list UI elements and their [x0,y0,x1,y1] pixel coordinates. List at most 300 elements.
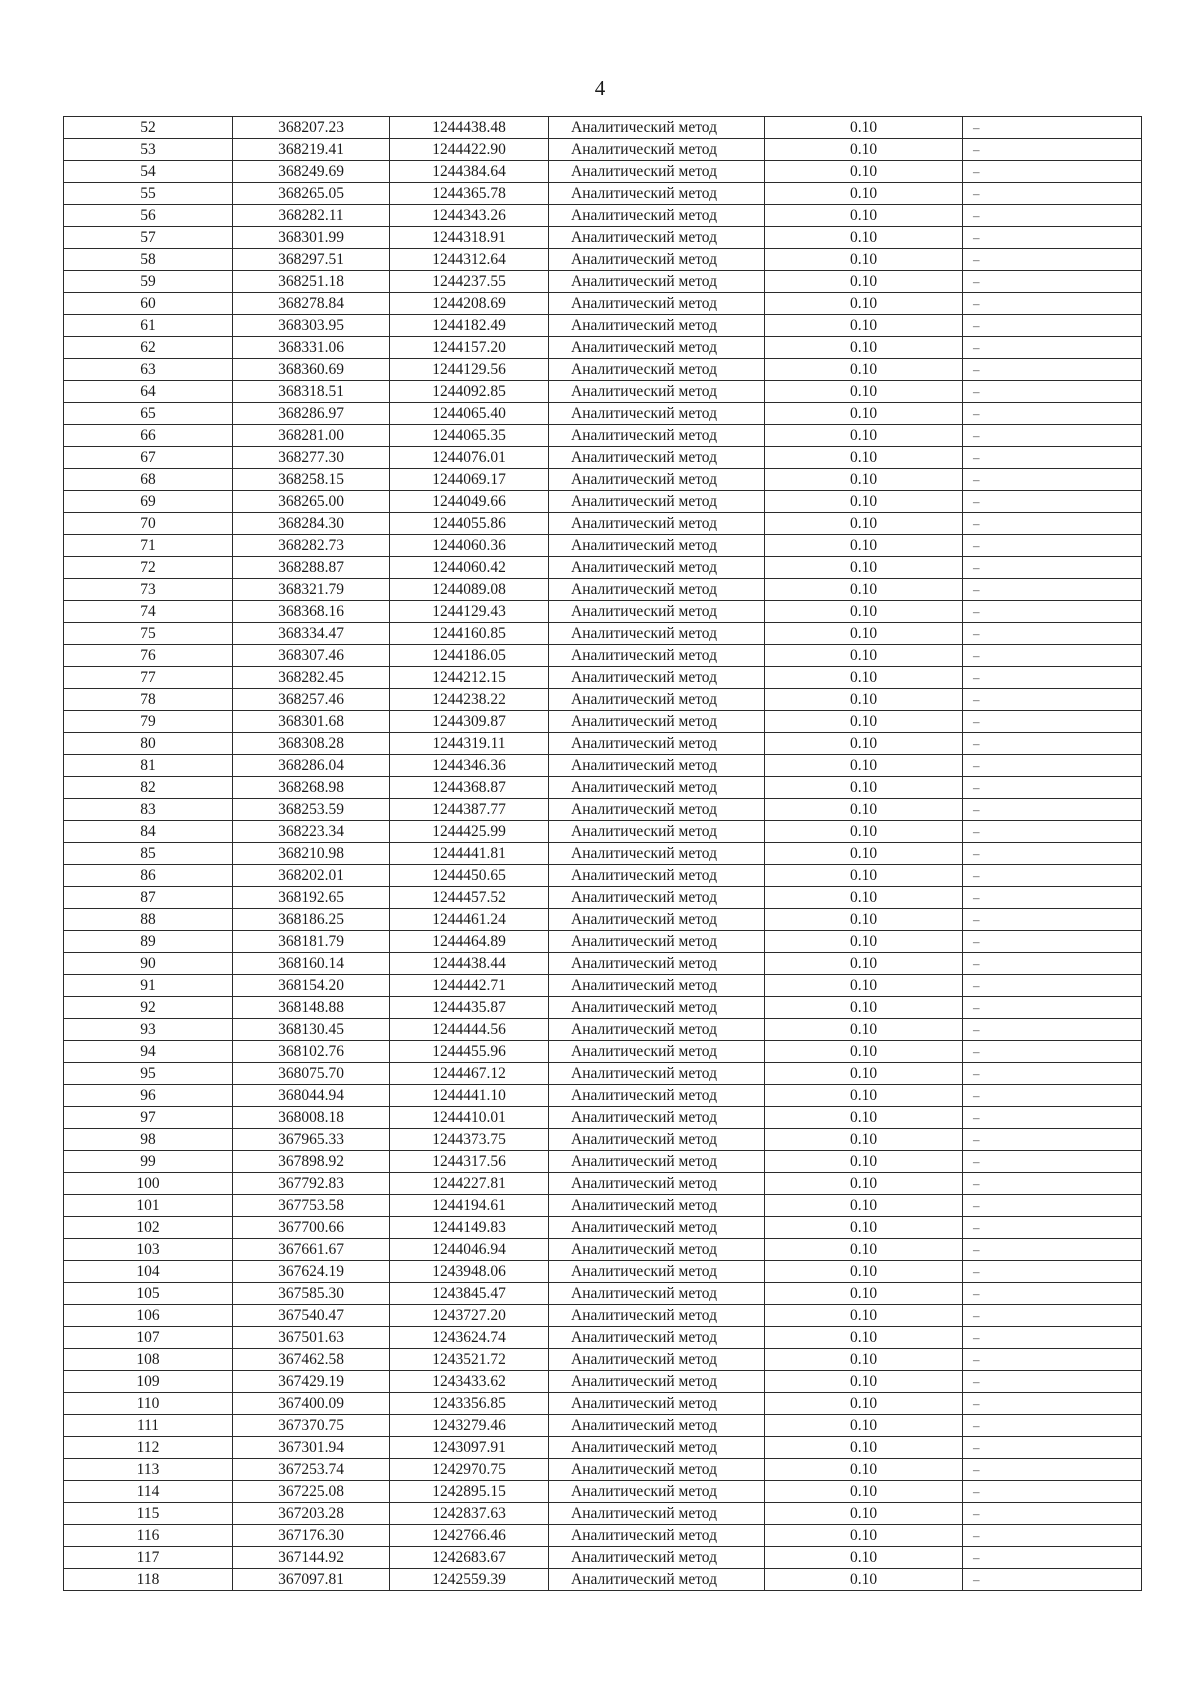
method-cell: Аналитический метод [549,1327,765,1349]
x-coordinate-cell: 367898.92 [233,1151,390,1173]
description-cell: – [963,425,1142,447]
accuracy-cell: 0.10 [765,1371,963,1393]
x-coordinate-cell: 368303.95 [233,315,390,337]
table-row [64,1569,1142,1591]
method-cell: Аналитический метод [549,271,765,293]
y-coordinate-cell: 1244212.15 [390,667,549,689]
point-number-cell: 109 [64,1371,233,1393]
method-cell: Аналитический метод [549,491,765,513]
description-cell: – [963,777,1142,799]
x-coordinate-cell: 367176.30 [233,1525,390,1547]
x-coordinate-cell: 368207.23 [233,117,390,139]
y-coordinate-cell: 1242766.46 [390,1525,549,1547]
accuracy-cell: 0.10 [765,711,963,733]
table-row [64,733,1142,755]
description-cell: – [963,1393,1142,1415]
y-coordinate-cell: 1244346.36 [390,755,549,777]
point-number-cell: 94 [64,1041,233,1063]
method-cell: Аналитический метод [549,997,765,1019]
x-coordinate-cell: 367097.81 [233,1569,390,1591]
accuracy-cell: 0.10 [765,491,963,513]
table-row [64,1173,1142,1195]
point-number-cell: 99 [64,1151,233,1173]
point-number-cell: 91 [64,975,233,997]
table-row [64,799,1142,821]
point-number-cell: 74 [64,601,233,623]
description-cell: – [963,975,1142,997]
accuracy-cell: 0.10 [765,1195,963,1217]
table-row [64,1305,1142,1327]
description-cell: – [963,689,1142,711]
description-cell: – [963,535,1142,557]
x-coordinate-cell: 367429.19 [233,1371,390,1393]
x-coordinate-cell: 368192.65 [233,887,390,909]
y-coordinate-cell: 1242683.67 [390,1547,549,1569]
point-number-cell: 93 [64,1019,233,1041]
description-cell: – [963,1327,1142,1349]
accuracy-cell: 0.10 [765,161,963,183]
method-cell: Аналитический метод [549,601,765,623]
point-number-cell: 108 [64,1349,233,1371]
accuracy-cell: 0.10 [765,887,963,909]
method-cell: Аналитический метод [549,1107,765,1129]
x-coordinate-cell: 367144.92 [233,1547,390,1569]
y-coordinate-cell: 1242895.15 [390,1481,549,1503]
point-number-cell: 81 [64,755,233,777]
description-cell: – [963,1569,1142,1591]
method-cell: Аналитический метод [549,689,765,711]
x-coordinate-cell: 368360.69 [233,359,390,381]
y-coordinate-cell: 1244076.01 [390,447,549,469]
accuracy-cell: 0.10 [765,139,963,161]
table-row [64,1107,1142,1129]
y-coordinate-cell: 1244425.99 [390,821,549,843]
y-coordinate-cell: 1244046.94 [390,1239,549,1261]
method-cell: Аналитический метод [549,447,765,469]
y-coordinate-cell: 1242837.63 [390,1503,549,1525]
x-coordinate-cell: 368075.70 [233,1063,390,1085]
x-coordinate-cell: 367624.19 [233,1261,390,1283]
method-cell: Аналитический метод [549,865,765,887]
point-number-cell: 102 [64,1217,233,1239]
accuracy-cell: 0.10 [765,1569,963,1591]
method-cell: Аналитический метод [549,1459,765,1481]
y-coordinate-cell: 1244312.64 [390,249,549,271]
method-cell: Аналитический метод [549,1085,765,1107]
point-number-cell: 65 [64,403,233,425]
method-cell: Аналитический метод [549,315,765,337]
point-number-cell: 53 [64,139,233,161]
table-row [64,1393,1142,1415]
table-row [64,1349,1142,1371]
table-row [64,953,1142,975]
x-coordinate-cell: 368286.04 [233,755,390,777]
point-number-cell: 106 [64,1305,233,1327]
accuracy-cell: 0.10 [765,1393,963,1415]
accuracy-cell: 0.10 [765,645,963,667]
table-row [64,161,1142,183]
method-cell: Аналитический метод [549,843,765,865]
y-coordinate-cell: 1244318.91 [390,227,549,249]
description-cell: – [963,579,1142,601]
x-coordinate-cell: 367225.08 [233,1481,390,1503]
point-number-cell: 85 [64,843,233,865]
accuracy-cell: 0.10 [765,667,963,689]
point-number-cell: 68 [64,469,233,491]
x-coordinate-cell: 368301.99 [233,227,390,249]
table-row [64,1547,1142,1569]
y-coordinate-cell: 1244373.75 [390,1129,549,1151]
table-row [64,1415,1142,1437]
x-coordinate-cell: 368282.11 [233,205,390,227]
accuracy-cell: 0.10 [765,1525,963,1547]
description-cell: – [963,733,1142,755]
accuracy-cell: 0.10 [765,359,963,381]
description-cell: – [963,1283,1142,1305]
y-coordinate-cell: 1244208.69 [390,293,549,315]
description-cell: – [963,667,1142,689]
coordinates-table-body [64,117,1142,1591]
table-row [64,887,1142,909]
x-coordinate-cell: 368249.69 [233,161,390,183]
accuracy-cell: 0.10 [765,535,963,557]
point-number-cell: 107 [64,1327,233,1349]
table-row [64,997,1142,1019]
description-cell: – [963,953,1142,975]
method-cell: Аналитический метод [549,1195,765,1217]
point-number-cell: 78 [64,689,233,711]
table-row [64,1129,1142,1151]
y-coordinate-cell: 1244444.56 [390,1019,549,1041]
y-coordinate-cell: 1242970.75 [390,1459,549,1481]
x-coordinate-cell: 367400.09 [233,1393,390,1415]
table-row [64,623,1142,645]
y-coordinate-cell: 1244089.08 [390,579,549,601]
x-coordinate-cell: 367501.63 [233,1327,390,1349]
description-cell: – [963,1129,1142,1151]
table-row [64,755,1142,777]
x-coordinate-cell: 367540.47 [233,1305,390,1327]
method-cell: Аналитический метод [549,887,765,909]
description-cell: – [963,1525,1142,1547]
accuracy-cell: 0.10 [765,1173,963,1195]
x-coordinate-cell: 368297.51 [233,249,390,271]
x-coordinate-cell: 368181.79 [233,931,390,953]
accuracy-cell: 0.10 [765,1481,963,1503]
point-number-cell: 118 [64,1569,233,1591]
x-coordinate-cell: 368286.97 [233,403,390,425]
description-cell: – [963,227,1142,249]
table-row [64,1195,1142,1217]
y-coordinate-cell: 1244461.24 [390,909,549,931]
description-cell: – [963,491,1142,513]
accuracy-cell: 0.10 [765,1217,963,1239]
description-cell: – [963,1415,1142,1437]
accuracy-cell: 0.10 [765,425,963,447]
y-coordinate-cell: 1244060.36 [390,535,549,557]
point-number-cell: 57 [64,227,233,249]
description-cell: – [963,931,1142,953]
method-cell: Аналитический метод [549,1063,765,1085]
description-cell: – [963,513,1142,535]
x-coordinate-cell: 368258.15 [233,469,390,491]
description-cell: – [963,843,1142,865]
y-coordinate-cell: 1244186.05 [390,645,549,667]
accuracy-cell: 0.10 [765,1437,963,1459]
table-row [64,1371,1142,1393]
method-cell: Аналитический метод [549,1371,765,1393]
x-coordinate-cell: 368301.68 [233,711,390,733]
y-coordinate-cell: 1243356.85 [390,1393,549,1415]
y-coordinate-cell: 1244060.42 [390,557,549,579]
description-cell: – [963,1305,1142,1327]
x-coordinate-cell: 368102.76 [233,1041,390,1063]
point-number-cell: 64 [64,381,233,403]
point-number-cell: 69 [64,491,233,513]
point-number-cell: 113 [64,1459,233,1481]
accuracy-cell: 0.10 [765,777,963,799]
description-cell: – [963,1239,1142,1261]
method-cell: Аналитический метод [549,909,765,931]
description-cell: – [963,623,1142,645]
table-row [64,337,1142,359]
accuracy-cell: 0.10 [765,447,963,469]
method-cell: Аналитический метод [549,117,765,139]
accuracy-cell: 0.10 [765,183,963,205]
y-coordinate-cell: 1243845.47 [390,1283,549,1305]
accuracy-cell: 0.10 [765,1041,963,1063]
point-number-cell: 97 [64,1107,233,1129]
y-coordinate-cell: 1244309.87 [390,711,549,733]
method-cell: Аналитический метод [549,1239,765,1261]
table-row [64,1151,1142,1173]
method-cell: Аналитический метод [549,579,765,601]
accuracy-cell: 0.10 [765,293,963,315]
point-number-cell: 79 [64,711,233,733]
method-cell: Аналитический метод [549,161,765,183]
table-row [64,777,1142,799]
point-number-cell: 63 [64,359,233,381]
x-coordinate-cell: 368210.98 [233,843,390,865]
method-cell: Аналитический метод [549,645,765,667]
point-number-cell: 72 [64,557,233,579]
x-coordinate-cell: 368278.84 [233,293,390,315]
method-cell: Аналитический метод [549,1261,765,1283]
point-number-cell: 101 [64,1195,233,1217]
y-coordinate-cell: 1244157.20 [390,337,549,359]
table-row [64,689,1142,711]
method-cell: Аналитический метод [549,1305,765,1327]
x-coordinate-cell: 368160.14 [233,953,390,975]
method-cell: Аналитический метод [549,1503,765,1525]
x-coordinate-cell: 367700.66 [233,1217,390,1239]
method-cell: Аналитический метод [549,821,765,843]
description-cell: – [963,1195,1142,1217]
description-cell: – [963,271,1142,293]
point-number-cell: 77 [64,667,233,689]
y-coordinate-cell: 1244438.44 [390,953,549,975]
table-row [64,1327,1142,1349]
point-number-cell: 73 [64,579,233,601]
method-cell: Аналитический метод [549,1547,765,1569]
accuracy-cell: 0.10 [765,1349,963,1371]
table-row [64,1019,1142,1041]
description-cell: – [963,1151,1142,1173]
point-number-cell: 60 [64,293,233,315]
y-coordinate-cell: 1244442.71 [390,975,549,997]
table-row [64,403,1142,425]
description-cell: – [963,1041,1142,1063]
y-coordinate-cell: 1244343.26 [390,205,549,227]
x-coordinate-cell: 368268.98 [233,777,390,799]
point-number-cell: 112 [64,1437,233,1459]
x-coordinate-cell: 367792.83 [233,1173,390,1195]
x-coordinate-cell: 368284.30 [233,513,390,535]
y-coordinate-cell: 1244149.83 [390,1217,549,1239]
point-number-cell: 100 [64,1173,233,1195]
description-cell: – [963,1019,1142,1041]
accuracy-cell: 0.10 [765,1085,963,1107]
y-coordinate-cell: 1244129.56 [390,359,549,381]
x-coordinate-cell: 368223.34 [233,821,390,843]
x-coordinate-cell: 368253.59 [233,799,390,821]
page-number: 4 [594,76,606,100]
description-cell: – [963,403,1142,425]
coordinates-table [63,116,1142,1591]
table-row [64,909,1142,931]
accuracy-cell: 0.10 [765,909,963,931]
description-cell: – [963,447,1142,469]
x-coordinate-cell: 367585.30 [233,1283,390,1305]
description-cell: – [963,821,1142,843]
point-number-cell: 105 [64,1283,233,1305]
table-row [64,381,1142,403]
y-coordinate-cell: 1244069.17 [390,469,549,491]
description-cell: – [963,711,1142,733]
description-cell: – [963,997,1142,1019]
method-cell: Аналитический метод [549,425,765,447]
method-cell: Аналитический метод [549,975,765,997]
point-number-cell: 75 [64,623,233,645]
x-coordinate-cell: 367753.58 [233,1195,390,1217]
method-cell: Аналитический метод [549,953,765,975]
method-cell: Аналитический метод [549,1217,765,1239]
point-number-cell: 95 [64,1063,233,1085]
method-cell: Аналитический метод [549,1173,765,1195]
method-cell: Аналитический метод [549,359,765,381]
x-coordinate-cell: 368281.00 [233,425,390,447]
table-row [64,271,1142,293]
point-number-cell: 115 [64,1503,233,1525]
description-cell: – [963,337,1142,359]
table-row [64,535,1142,557]
accuracy-cell: 0.10 [765,1239,963,1261]
table-row [64,425,1142,447]
accuracy-cell: 0.10 [765,799,963,821]
y-coordinate-cell: 1244319.11 [390,733,549,755]
y-coordinate-cell: 1244438.48 [390,117,549,139]
y-coordinate-cell: 1243624.74 [390,1327,549,1349]
x-coordinate-cell: 368277.30 [233,447,390,469]
accuracy-cell: 0.10 [765,1459,963,1481]
y-coordinate-cell: 1244455.96 [390,1041,549,1063]
x-coordinate-cell: 367203.28 [233,1503,390,1525]
description-cell: – [963,359,1142,381]
accuracy-cell: 0.10 [765,733,963,755]
method-cell: Аналитический метод [549,139,765,161]
point-number-cell: 54 [64,161,233,183]
description-cell: – [963,1481,1142,1503]
point-number-cell: 89 [64,931,233,953]
x-coordinate-cell: 368308.28 [233,733,390,755]
y-coordinate-cell: 1243097.91 [390,1437,549,1459]
method-cell: Аналитический метод [549,1151,765,1173]
description-cell: – [963,1107,1142,1129]
table-row [64,1437,1142,1459]
point-number-cell: 86 [64,865,233,887]
point-number-cell: 62 [64,337,233,359]
method-cell: Аналитический метод [549,1393,765,1415]
description-cell: – [963,205,1142,227]
accuracy-cell: 0.10 [765,227,963,249]
point-number-cell: 82 [64,777,233,799]
method-cell: Аналитический метод [549,183,765,205]
accuracy-cell: 0.10 [765,1151,963,1173]
point-number-cell: 92 [64,997,233,1019]
accuracy-cell: 0.10 [765,601,963,623]
x-coordinate-cell: 368202.01 [233,865,390,887]
accuracy-cell: 0.10 [765,337,963,359]
x-coordinate-cell: 367661.67 [233,1239,390,1261]
description-cell: – [963,1261,1142,1283]
method-cell: Аналитический метод [549,1129,765,1151]
accuracy-cell: 0.10 [765,1129,963,1151]
point-number-cell: 103 [64,1239,233,1261]
y-coordinate-cell: 1244384.64 [390,161,549,183]
y-coordinate-cell: 1244227.81 [390,1173,549,1195]
description-cell: – [963,755,1142,777]
x-coordinate-cell: 368251.18 [233,271,390,293]
method-cell: Аналитический метод [549,1437,765,1459]
accuracy-cell: 0.10 [765,975,963,997]
table-row [64,601,1142,623]
accuracy-cell: 0.10 [765,205,963,227]
x-coordinate-cell: 368368.16 [233,601,390,623]
accuracy-cell: 0.10 [765,1503,963,1525]
x-coordinate-cell: 368282.73 [233,535,390,557]
method-cell: Аналитический метод [549,667,765,689]
table-row [64,1261,1142,1283]
table-row [64,821,1142,843]
method-cell: Аналитический метод [549,1283,765,1305]
accuracy-cell: 0.10 [765,271,963,293]
x-coordinate-cell: 368130.45 [233,1019,390,1041]
table-row [64,491,1142,513]
accuracy-cell: 0.10 [765,557,963,579]
table-row [64,205,1142,227]
table-row [64,359,1142,381]
method-cell: Аналитический метод [549,1569,765,1591]
description-cell: – [963,1547,1142,1569]
point-number-cell: 61 [64,315,233,337]
point-number-cell: 71 [64,535,233,557]
y-coordinate-cell: 1244365.78 [390,183,549,205]
description-cell: – [963,1085,1142,1107]
y-coordinate-cell: 1244457.52 [390,887,549,909]
accuracy-cell: 0.10 [765,1305,963,1327]
y-coordinate-cell: 1244129.43 [390,601,549,623]
accuracy-cell: 0.10 [765,469,963,491]
